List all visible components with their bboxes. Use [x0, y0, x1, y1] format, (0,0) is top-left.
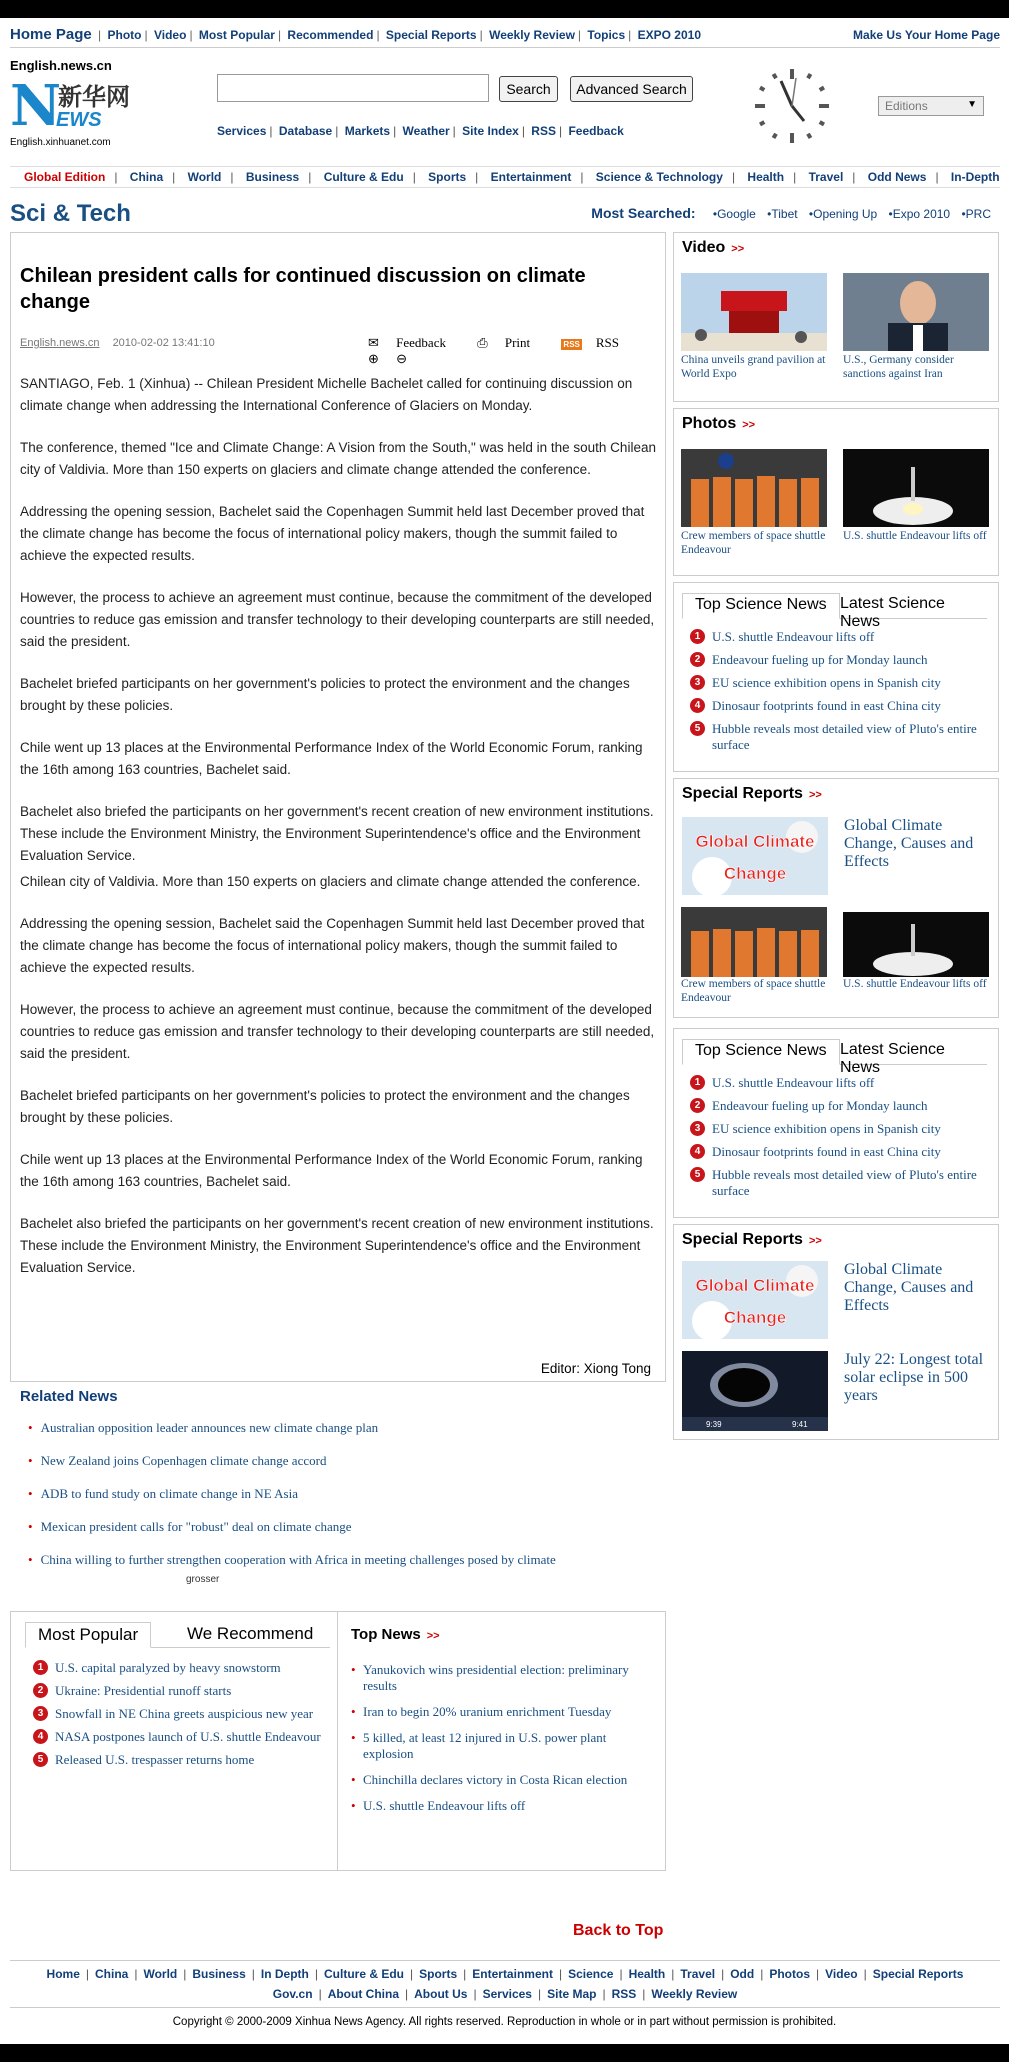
shuttle-crew-thumbnail[interactable] — [681, 449, 827, 527]
special-report-headline[interactable]: Global Climate Change, Causes and Effects — [844, 817, 974, 870]
nav-link-weekly-review[interactable]: Weekly Review — [489, 28, 575, 42]
zoom-out-icon[interactable]: ⊖ — [396, 351, 408, 366]
related-news-item[interactable]: • ADB to fund study on climate change in NE Asia — [28, 1486, 556, 1519]
printer-icon: ⎙ — [477, 335, 491, 350]
channel-nav: Global Edition | China | World | Business | Culture & Edu | Sports | Entertainment | Science & Technology | Health | Travel | Odd News | In-Depth — [10, 166, 1000, 188]
footer-link[interactable]: About China — [327, 1987, 400, 2001]
video-caption[interactable]: U.S., Germany consider sanctions against Iran — [843, 354, 954, 380]
list-item[interactable]: 3 EU science exhibition opens in Spanish city — [690, 1121, 990, 1137]
article-paragraph: Bachelet briefed participants on her government's policies to protect the environment and the changes brought by these policies. — [20, 676, 630, 713]
top-nav: Home Page | Photo | Video | Most Popular | Recommended | Special Reports | Weekly Review | Topics | EXPO 2010 Make Us Your Home Page — [10, 26, 1000, 48]
list-item[interactable]: 2 Ukraine: Presidential runoff starts — [33, 1683, 333, 1699]
article-meta — [20, 337, 215, 349]
top-news-list — [351, 1662, 651, 1824]
editions-dropdown[interactable] — [878, 96, 984, 116]
nav-link-most-popular[interactable]: Most Popular — [198, 28, 275, 42]
clock-icon — [752, 66, 832, 146]
top-news-title: Top News >> — [351, 1626, 440, 1643]
photo-caption[interactable]: U.S. shuttle Endeavour lifts off — [843, 978, 987, 990]
article-source-link[interactable]: English.news.cn — [20, 337, 100, 349]
article-tools — [368, 335, 665, 367]
related-news-list — [28, 1420, 556, 1585]
logo-bottom-text: English.xinhuanet.com — [10, 137, 111, 148]
article-paragraph: Chile went up 13 places at the Environmental Performance Index of the World Economic Forum, ranking the 16th among 163 countries, Bachelet said. — [20, 1152, 643, 1189]
list-item[interactable]: 5 Released U.S. trespasser returns home — [33, 1752, 333, 1768]
search-term-tibet[interactable]: •Tibet — [767, 207, 798, 221]
tab-most-popular[interactable]: Most Popular — [25, 1622, 151, 1648]
list-item[interactable]: • 5 killed, at least 12 injured in U.S. power plant explosion — [351, 1730, 651, 1762]
nav-link-expo[interactable]: EXPO 2010 — [637, 28, 701, 42]
tab-top-science-news[interactable]: Top Science News — [682, 593, 840, 619]
tab-latest-science-news[interactable]: Latest Science News — [840, 1041, 945, 1076]
channel-business[interactable]: Business — [245, 170, 300, 184]
special-reports-title: Special Reports >> — [682, 1231, 822, 1248]
tab-top-science-news[interactable]: Top Science News — [682, 1039, 840, 1065]
footer-link[interactable]: Business — [192, 1967, 246, 1981]
zoom-in-icon[interactable]: ⊕ — [368, 351, 379, 366]
envelope-icon: ✉ — [368, 335, 383, 350]
related-news-item[interactable]: • China willing to further strengthen cooperation with Africa in meeting challenges posed by climate — [28, 1552, 556, 1585]
science-news-list — [690, 629, 990, 760]
search-button[interactable]: Search — [499, 76, 558, 102]
most-searched — [591, 205, 991, 221]
channel-world[interactable]: World — [187, 170, 222, 184]
article-paragraph: Bachelet also briefed the participants on her government's recent creation of new environment institutions. These include the Environment Ministry, the Environment Superintendence's office and the Environment Evaluation Service. — [20, 1216, 654, 1275]
footer-link[interactable]: Culture & Edu — [324, 1967, 404, 1981]
svg-text:9:39: 9:39 — [706, 1420, 722, 1429]
article-body — [20, 373, 656, 1299]
video-caption[interactable]: China unveils grand pavilion at World Expo — [681, 354, 826, 380]
list-item[interactable]: 2 Endeavour fueling up for Monday launch — [690, 1098, 990, 1114]
special-reports-box — [673, 1224, 999, 1440]
channel-health[interactable]: Health — [747, 170, 785, 184]
article-headline: Chilean president calls for continued discussion on climate change — [20, 265, 586, 313]
video-box — [673, 232, 999, 402]
footer-link[interactable]: Health — [628, 1967, 666, 1981]
make-home-link[interactable]: Make Us Your Home Page — [853, 28, 1000, 42]
nav-link-recommended[interactable]: Recommended — [287, 28, 374, 42]
photo-caption[interactable]: Crew members of space shuttle Endeavour — [681, 530, 826, 556]
related-news-item[interactable]: • New Zealand joins Copenhagen climate change accord — [28, 1453, 556, 1486]
article-paragraph: Bachelet briefed participants on her government's policies to protect the environment and the changes brought by these policies. — [20, 1088, 630, 1125]
feedback-tool[interactable]: ✉ Feedback — [368, 335, 446, 350]
footer-link[interactable]: Sports — [419, 1967, 458, 1981]
footer-link[interactable]: World — [143, 1967, 178, 1981]
expo-pavilion-thumbnail[interactable] — [681, 273, 827, 351]
article-paragraph: Addressing the opening session, Bachelet said the Copenhagen Summit held last December proved that the climate change has become the focus of international policy makers, though the summit failed to achieve the expected results. — [20, 916, 645, 975]
science-news-tabs — [682, 1039, 987, 1076]
more-arrows-icon[interactable]: >> — [808, 1235, 822, 1247]
article-paragraph: Addressing the opening session, Bachelet said the Copenhagen Summit held last December proved that the climate change has become the focus of international policy makers, though the summit failed to achieve the expected results. — [20, 504, 645, 563]
footer-link[interactable]: RSS — [611, 1987, 637, 2001]
photo-caption[interactable]: Crew members of space shuttle Endeavour — [681, 978, 826, 1004]
science-news-list — [690, 1075, 990, 1206]
article-paragraph: Chile went up 13 places at the Environmental Performance Index of the World Economic Forum, ranking the 16th among 163 countries, Bachelet said. — [20, 740, 643, 777]
most-searched-label: Most Searched: — [591, 205, 696, 221]
svg-text:Global Climate: Global Climate — [695, 1276, 815, 1295]
related-news-item[interactable]: • Australian opposition leader announces new climate change plan — [28, 1420, 556, 1453]
services-link[interactable]: Services — [217, 124, 267, 138]
home-page-link[interactable]: Home Page — [10, 26, 92, 43]
nav-link-special-reports[interactable]: Special Reports — [385, 28, 477, 42]
photos-box — [673, 408, 999, 576]
list-item[interactable]: • Chinchilla declares victory in Costa Rican election — [351, 1772, 651, 1788]
channel-travel[interactable]: Travel — [808, 170, 844, 184]
video-title: Video >> — [682, 239, 745, 256]
list-item[interactable]: • U.S. shuttle Endeavour lifts off — [351, 1798, 651, 1814]
article-datetime: 2010-02-02 13:41:10 — [112, 337, 215, 349]
channel-culture-edu[interactable]: Culture & Edu — [323, 170, 404, 184]
footer-link[interactable]: Odd — [730, 1967, 755, 1981]
footer-nav — [10, 1960, 1000, 2008]
list-item[interactable]: • Yanukovich wins presidential election: preliminary results — [351, 1662, 651, 1694]
advanced-search-button[interactable]: Advanced Search — [570, 76, 693, 102]
footer-row-2: Gov.cn | About China | About Us | Services | Site Map | RSS | Weekly Review — [272, 1987, 738, 2001]
special-reports-box — [673, 778, 999, 1018]
back-to-top-link[interactable]: Back to Top — [573, 1922, 664, 1939]
shuttle-launch-thumbnail[interactable] — [843, 912, 989, 977]
svg-text:Global Climate: Global Climate — [695, 832, 815, 851]
divider — [337, 1612, 338, 1870]
footer-link[interactable]: China — [95, 1967, 129, 1981]
shuttle-launch-thumbnail[interactable] — [843, 449, 989, 527]
related-news — [10, 1384, 666, 1590]
footer-link[interactable]: Gov.cn — [272, 1987, 313, 2001]
channel-science-technology[interactable]: Science & Technology — [595, 170, 723, 184]
bottom-black-bar — [0, 2044, 1009, 2062]
services-links: Services | Database | Markets | Weather | Site Index | RSS | Feedback — [217, 124, 624, 138]
footer-link[interactable]: Video — [825, 1967, 858, 1981]
copyright-text: Copyright © 2000-2009 Xinhua News Agency. All rights reserved. Reproduction in whole or in part without permission is prohibited. — [172, 2016, 837, 2028]
rss-icon: RSS — [563, 339, 580, 349]
footer-link[interactable]: Entertainment — [472, 1967, 553, 1981]
science-news-tabs — [682, 593, 987, 630]
print-tool[interactable]: ⎙ Print — [477, 335, 531, 350]
article-paragraph: However, the process to achieve an agreement must continue, because the commitment of the developed countries to reduce gas emission and transfer technology to their developing counterparts are still needed, said the president. — [20, 1002, 655, 1061]
svg-text:9:41: 9:41 — [792, 1420, 808, 1429]
channel-china[interactable]: China — [129, 170, 164, 184]
list-item[interactable]: 1 U.S. shuttle Endeavour lifts off — [690, 629, 990, 645]
nav-link-photo[interactable]: Photo — [107, 28, 142, 42]
channel-global-edition[interactable]: Global Edition — [24, 170, 106, 184]
list-item[interactable]: 4 NASA postpones launch of U.S. shuttle Endeavour — [33, 1729, 333, 1745]
global-climate-banner[interactable] — [682, 1261, 828, 1339]
article-paragraph: However, the process to achieve an agreement must continue, because the commitment of the developed countries to reduce gas emission and transfer technology to their developing counterparts are still needed, said the president. — [20, 590, 655, 649]
article — [10, 232, 666, 1382]
nav-link-video[interactable]: Video — [153, 28, 187, 42]
science-news-box — [673, 582, 999, 772]
more-arrows-icon[interactable]: >> — [808, 789, 822, 801]
article-paragraph: SANTIAGO, Feb. 1 (Xinhua) -- Chilean President Michelle Bachelet called for continuing discussion on climate change when addressing the International Conference of Glaciers on Monday. — [20, 376, 633, 413]
most-popular-list — [33, 1660, 333, 1775]
site-index-link[interactable]: Site Index — [462, 124, 519, 138]
search-term-prc[interactable]: •PRC — [961, 207, 991, 221]
special-reports-title: Special Reports >> — [682, 785, 822, 802]
more-arrows-icon[interactable]: >> — [426, 1630, 440, 1642]
list-item[interactable]: 5 Hubble reveals most detailed view of Pluto's entire surface — [690, 721, 990, 753]
database-link[interactable]: Database — [278, 124, 333, 138]
svg-text:Change: Change — [723, 1308, 787, 1327]
markets-link[interactable]: Markets — [344, 124, 391, 138]
list-item[interactable]: 4 Dinosaur footprints found in east China city — [690, 1144, 990, 1160]
shuttle-crew-thumbnail[interactable] — [681, 907, 827, 977]
channel-entertainment[interactable]: Entertainment — [490, 170, 572, 184]
channel-in-depth[interactable]: In-Depth — [950, 170, 1000, 184]
list-item[interactable]: 3 Snowfall in NE China greets auspicious new year — [33, 1706, 333, 1722]
site-logo[interactable] — [10, 58, 130, 154]
list-item[interactable]: 2 Endeavour fueling up for Monday launch — [690, 652, 990, 668]
grosser-label: grosser — [186, 1574, 220, 1585]
more-arrows-icon[interactable]: >> — [731, 243, 745, 255]
article-paragraph: Chilean city of Valdivia. More than 150 experts on glaciers and climate change attended the conference. — [20, 874, 641, 889]
related-news-item[interactable]: • Mexican president calls for "robust" deal on climate change — [28, 1519, 556, 1552]
footer-link[interactable]: Site Map — [547, 1987, 597, 2001]
list-item[interactable]: 5 Hubble reveals most detailed view of Pluto's entire surface — [690, 1167, 990, 1199]
photo-caption[interactable]: U.S. shuttle Endeavour lifts off — [843, 530, 987, 542]
section-title: Sci & Tech — [10, 200, 131, 227]
weather-link[interactable]: Weather — [402, 124, 450, 138]
more-arrows-icon[interactable]: >> — [742, 419, 756, 431]
logo-top-text: English.news.cn — [10, 58, 112, 73]
bottom-news-box — [10, 1611, 666, 1871]
list-item[interactable]: 1 U.S. capital paralyzed by heavy snowstorm — [33, 1660, 333, 1676]
footer-link[interactable]: Photos — [769, 1967, 811, 1981]
channel-odd-news[interactable]: Odd News — [867, 170, 927, 184]
eclipse-headline[interactable]: July 22: Longest total solar eclipse in 500 years — [844, 1351, 984, 1404]
footer-link[interactable]: About Us — [414, 1987, 468, 2001]
footer-row-1: Home | China | World | Business | In Depth | Culture & Edu | Sports | Entertainment | Science | Health | Travel | Odd | Photos | Video | Special Reports — [46, 1967, 964, 1981]
list-item[interactable]: 3 EU science exhibition opens in Spanish city — [690, 675, 990, 691]
footer-link[interactable]: Special Reports — [872, 1967, 964, 1981]
list-item[interactable]: 4 Dinosaur footprints found in east China city — [690, 698, 990, 714]
tab-we-recommend[interactable]: We Recommend — [187, 1624, 314, 1643]
science-news-box — [673, 1028, 999, 1218]
list-item[interactable]: • Iran to begin 20% uranium enrichment Tuesday — [351, 1704, 651, 1720]
footer-link[interactable]: Travel — [680, 1967, 716, 1981]
top-black-bar — [0, 0, 1009, 18]
tab-latest-science-news[interactable]: Latest Science News — [840, 595, 945, 630]
search-term-opening-up[interactable]: •Opening Up — [808, 207, 878, 221]
list-item[interactable]: 1 U.S. shuttle Endeavour lifts off — [690, 1075, 990, 1091]
footer-link[interactable]: Science — [568, 1967, 614, 1981]
photos-title: Photos >> — [682, 415, 756, 432]
iran-sanctions-thumbnail[interactable] — [843, 273, 989, 351]
footer-link[interactable]: In Depth — [260, 1967, 309, 1981]
feedback-link[interactable]: Feedback — [568, 124, 624, 138]
search-term-expo[interactable]: •Expo 2010 — [888, 207, 951, 221]
search-input[interactable] — [217, 74, 489, 102]
footer-link[interactable]: Home — [46, 1967, 80, 1981]
global-climate-banner[interactable] — [682, 817, 828, 895]
editions-label: Editions — [885, 99, 928, 113]
rss-tool[interactable]: RSS RSS — [563, 335, 620, 350]
svg-text:Change: Change — [723, 864, 787, 883]
channel-sports[interactable]: Sports — [428, 170, 467, 184]
article-editor: Editor: Xiong Tong — [540, 1361, 651, 1376]
news-logo-mark: N 新华网 EWS — [10, 73, 130, 139]
footer-link[interactable]: Services — [482, 1987, 532, 2001]
solar-eclipse-thumbnail[interactable] — [682, 1351, 828, 1431]
footer-link[interactable]: Weekly Review — [651, 1987, 738, 2001]
chevron-down-icon: ▼ — [967, 99, 977, 110]
most-popular-tabs — [25, 1622, 330, 1648]
related-news-title: Related News — [20, 1388, 118, 1405]
rss-link[interactable]: RSS — [531, 124, 556, 138]
search-term-google[interactable]: •Google — [712, 207, 756, 221]
nav-link-topics[interactable]: Topics — [587, 28, 626, 42]
article-paragraph: The conference, themed "Ice and Climate Change: A Vision from the South," was held in the south Chilean city of Valdivia. More than 150 experts on glaciers and climate change attended the conference. — [20, 440, 656, 477]
special-report-headline[interactable]: Global Climate Change, Causes and Effects — [844, 1261, 974, 1314]
article-paragraph: Bachelet also briefed the participants on her government's recent creation of new environment institutions. These include the Environment Ministry, the Environment Superintendence's office and the Environment Evaluation Service. — [20, 804, 654, 863]
